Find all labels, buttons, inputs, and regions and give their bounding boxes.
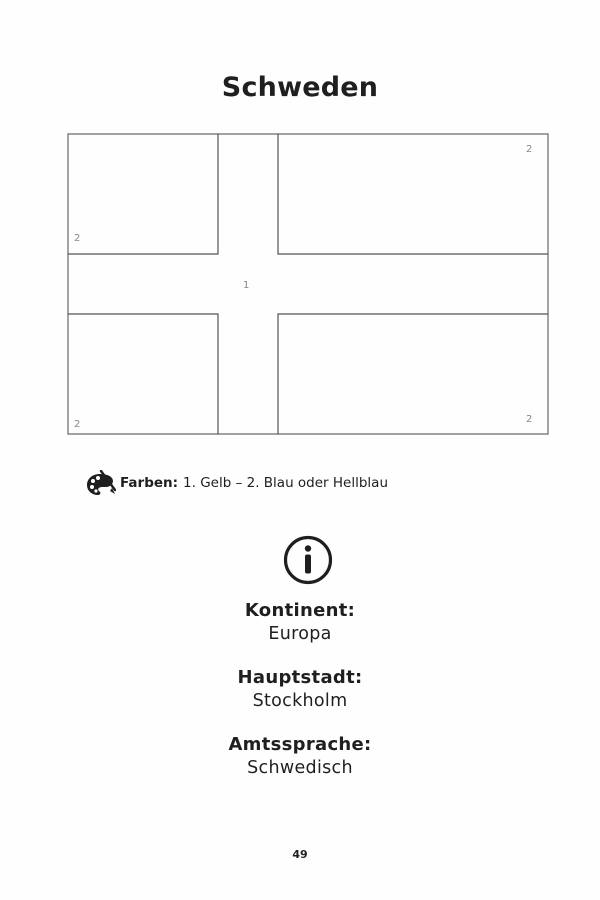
flag-field-label: 2	[526, 414, 533, 425]
info-icon	[283, 535, 333, 585]
country-facts	[0, 600, 600, 801]
page-number: 49	[292, 848, 308, 861]
fact-language	[0, 734, 600, 780]
flag-field-top-right	[278, 134, 548, 254]
colors-text: 1. Gelb – 2. Blau oder Hellblau	[183, 475, 389, 491]
fact-label: Hauptstadt:	[237, 667, 363, 688]
fact-value: Stockholm	[252, 691, 348, 711]
flag-field-label: 2	[74, 233, 81, 244]
flag-field-bottom-left	[68, 314, 218, 434]
flag-field-top-left	[68, 134, 218, 254]
flag-field-bottom-right	[278, 314, 548, 434]
palette-brush-icon	[86, 470, 116, 496]
colors-legend	[86, 470, 388, 496]
flag-field-label: 2	[526, 144, 533, 155]
flag-cross	[68, 134, 548, 434]
flag-outline	[67, 133, 549, 435]
fact-label: Amtssprache:	[228, 734, 372, 755]
flag-cross-label: 1	[243, 280, 250, 291]
page-title: Schweden	[221, 72, 379, 103]
fact-continent	[0, 600, 600, 646]
flag-field-label: 2	[74, 419, 81, 430]
colors-label: Farben:	[120, 475, 179, 491]
fact-value: Europa	[268, 624, 332, 644]
fact-capital	[0, 667, 600, 713]
fact-label: Kontinent:	[244, 600, 356, 621]
fact-value: Schwedisch	[247, 758, 353, 778]
